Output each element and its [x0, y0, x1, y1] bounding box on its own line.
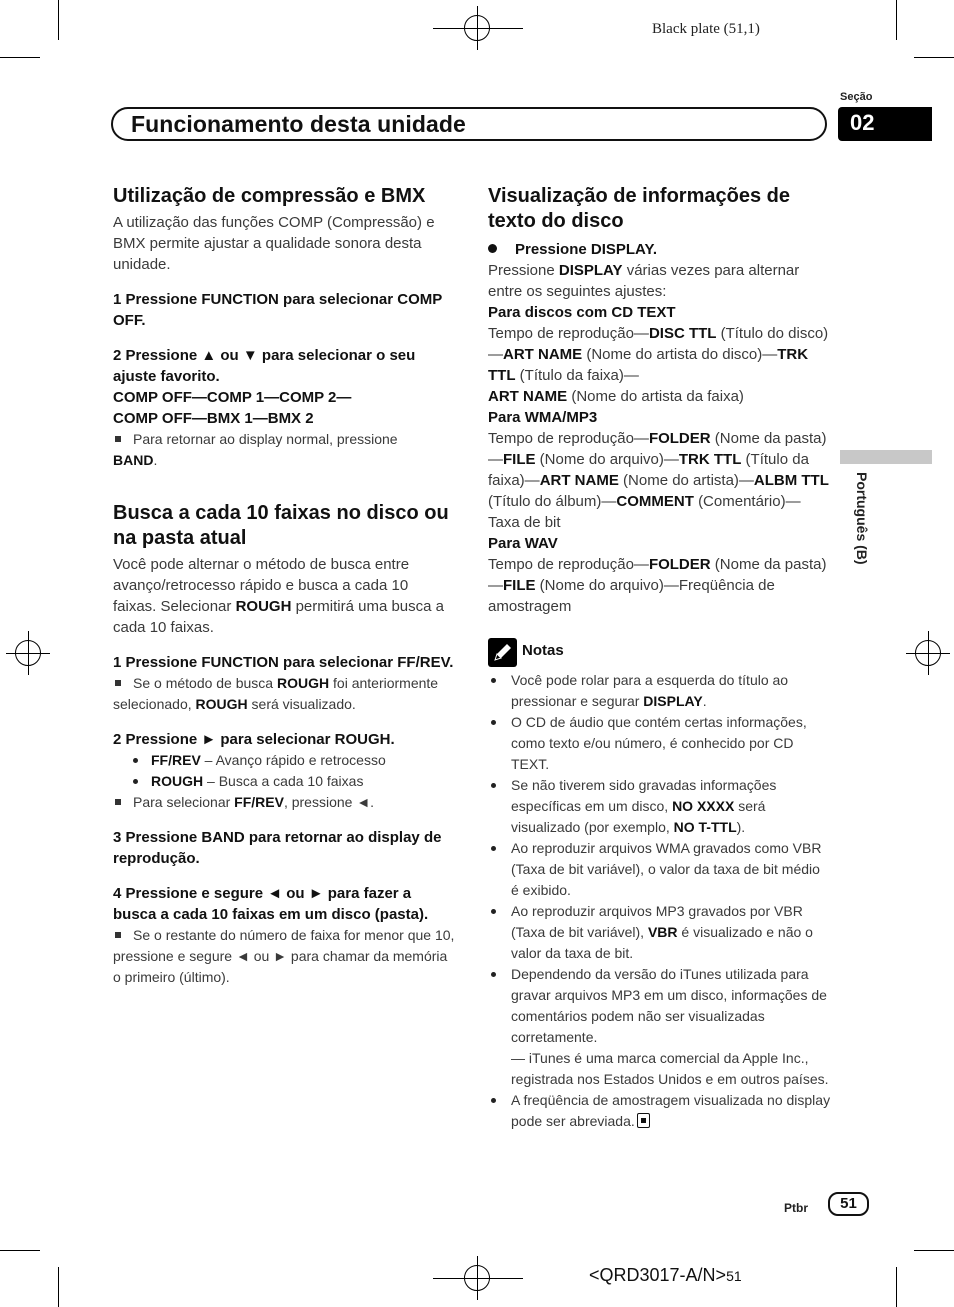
note-sub-item: — iTunes é uma marca comercial da Apple Inc., registrada nos Estados Unidos e em outros países.	[511, 1050, 829, 1087]
note-item: Ao reproduzir arquivos MP3 gravados por VBR (Taxa de bit variável), VBR é visualizado e não o valor da taxa de bit.	[489, 901, 831, 964]
notes-list	[489, 670, 831, 1132]
bullet-icon	[133, 779, 138, 784]
bullet-icon	[491, 783, 496, 788]
left-column	[113, 184, 455, 988]
paragraph: Tempo de reprodução—DISC TTL (Título do disco)—ART NAME (Nome do artista do disco)—TRK TTL (Título da faixa)— ART NAME (Nome do artista da faixa)	[488, 325, 829, 405]
step-note: Se o método de busca ROUGH foi anteriormente selecionado, ROUGH será visualizado.	[113, 675, 439, 712]
note-item: Dependendo da versão do iTunes utilizada para gravar arquivos MP3 em um disco, informações de comentários podem não ser visualizadas corretamente.	[489, 964, 831, 1048]
step-note: Se o restante do número de faixa for menor que 10, pressione e segure ◄ ou ► para chamar da memória o primeiro (último).	[113, 927, 455, 985]
paragraph: Pressione DISPLAY várias vezes para alternar entre os seguintes ajustes:	[488, 262, 800, 300]
crop-mark	[914, 1250, 954, 1251]
page-number: 51	[828, 1192, 869, 1216]
crop-mark	[0, 1250, 40, 1251]
footer-language: Ptbr	[784, 1201, 808, 1215]
note-item: Você pode rolar para a esquerda do título ao pressionar e segurar DISPLAY.	[489, 670, 831, 712]
step: 2 Pressione ▲ ou ▼ para selecionar o seu ajuste favorito.	[113, 347, 416, 385]
crop-mark	[0, 57, 40, 58]
page-title: Funcionamento desta unidade	[131, 111, 466, 137]
subheading: Para discos com CD TEXT	[488, 304, 676, 321]
side-tab-label: Português (B)	[854, 472, 870, 565]
plate-label: Black plate (51,1)	[652, 21, 760, 37]
pencil-icon	[488, 638, 517, 667]
square-bullet-icon	[115, 436, 121, 442]
bullet-icon	[488, 244, 497, 253]
paragraph: Tempo de reprodução—FOLDER (Nome da pasta)—FILE (Nome do arquivo)—Freqüência de amostragem	[488, 556, 827, 615]
bullet-icon	[491, 972, 496, 977]
subheading: Para WMA/MP3	[488, 409, 598, 426]
step: 2 Pressione ► para selecionar ROUGH.	[113, 731, 395, 748]
bullet-icon	[491, 909, 496, 914]
bullet-icon	[491, 1098, 496, 1103]
step: 3 Pressione BAND para retornar ao display de reprodução.	[113, 829, 442, 867]
step-note: Para retornar ao display normal, pressione BAND.	[113, 431, 398, 468]
square-bullet-icon	[115, 932, 121, 938]
bullet-step: Pressione DISPLAY.	[488, 239, 830, 260]
paragraph: A utilização das funções COMP (Compressão) e BMX permite ajustar a qualidade sonora desta unidade.	[113, 214, 435, 273]
note-item: Se não tiverem sido gravadas informações específicas em um disco, NO XXXX será visualizado (por exemplo, NO T-TTL).	[489, 775, 831, 838]
step: 4 Pressione e segure ◄ ou ► para fazer a busca a cada 10 faixas em um disco (pasta).	[113, 885, 429, 923]
crop-mark	[58, 1267, 59, 1307]
paragraph: Tempo de reprodução—FOLDER (Nome da pasta)—FILE (Nome do arquivo)—TRK TTL (Título da faixa)—ART NAME (Nome do artista)—ALBM TTL (Título do álbum)—COMMENT (Comentário)—Taxa de bit	[488, 430, 829, 531]
section-badge: 02	[838, 107, 932, 141]
bullet-icon	[133, 758, 138, 763]
step: 1 Pressione FUNCTION para selecionar FF/REV.	[113, 654, 454, 671]
step: 1 Pressione FUNCTION para selecionar COMP OFF.	[113, 291, 442, 329]
bullet-icon	[491, 720, 496, 725]
option-item: ROUGH – Busca a cada 10 faixas	[113, 771, 455, 792]
paragraph: Você pode alternar o método de busca entre avanço/retrocesso rápido e busca a cada 10 faixas. Selecionar ROUGH permitirá uma busca a cada 10 faixas.	[113, 556, 444, 636]
crop-mark	[896, 0, 897, 40]
end-stop-icon	[637, 1113, 650, 1128]
note-item: Ao reproduzir arquivos WMA gravados como VBR (Taxa de bit variável), o valor da taxa de bit médio é exibido.	[489, 838, 831, 901]
section-heading: Visualização de informações de texto do disco	[488, 185, 790, 232]
step-note: Para selecionar FF/REV, pressione ◄.	[113, 792, 455, 813]
section-label: Seção	[840, 91, 873, 103]
bullet-icon	[491, 678, 496, 683]
crop-mark	[914, 57, 954, 58]
subheading: Para WAV	[488, 535, 558, 552]
square-bullet-icon	[115, 680, 121, 686]
note-item: A freqüência de amostragem visualizada no display pode ser abreviada.	[489, 1090, 831, 1132]
square-bullet-icon	[115, 799, 121, 805]
option-item: FF/REV – Avanço rápido e retrocesso	[113, 750, 455, 771]
crop-mark	[896, 1267, 897, 1307]
section-heading: Utilização de compressão e BMX	[113, 185, 426, 207]
document-code: <QRD3017-A/N>51	[589, 1265, 742, 1285]
bullet-icon	[491, 846, 496, 851]
notes-heading: Notas	[522, 642, 564, 659]
section-heading: Busca a cada 10 faixas no disco ou na pasta atual	[113, 502, 449, 549]
crop-mark	[58, 0, 59, 40]
note-item: O CD de áudio que contém certas informações, como texto e/ou número, é conhecido por CD TEXT.	[489, 712, 831, 775]
side-tab-bar	[840, 450, 932, 464]
setting-sequence: COMP OFF—COMP 1—COMP 2— COMP OFF—BMX 1—BMX 2	[113, 389, 352, 427]
right-column	[488, 184, 830, 617]
